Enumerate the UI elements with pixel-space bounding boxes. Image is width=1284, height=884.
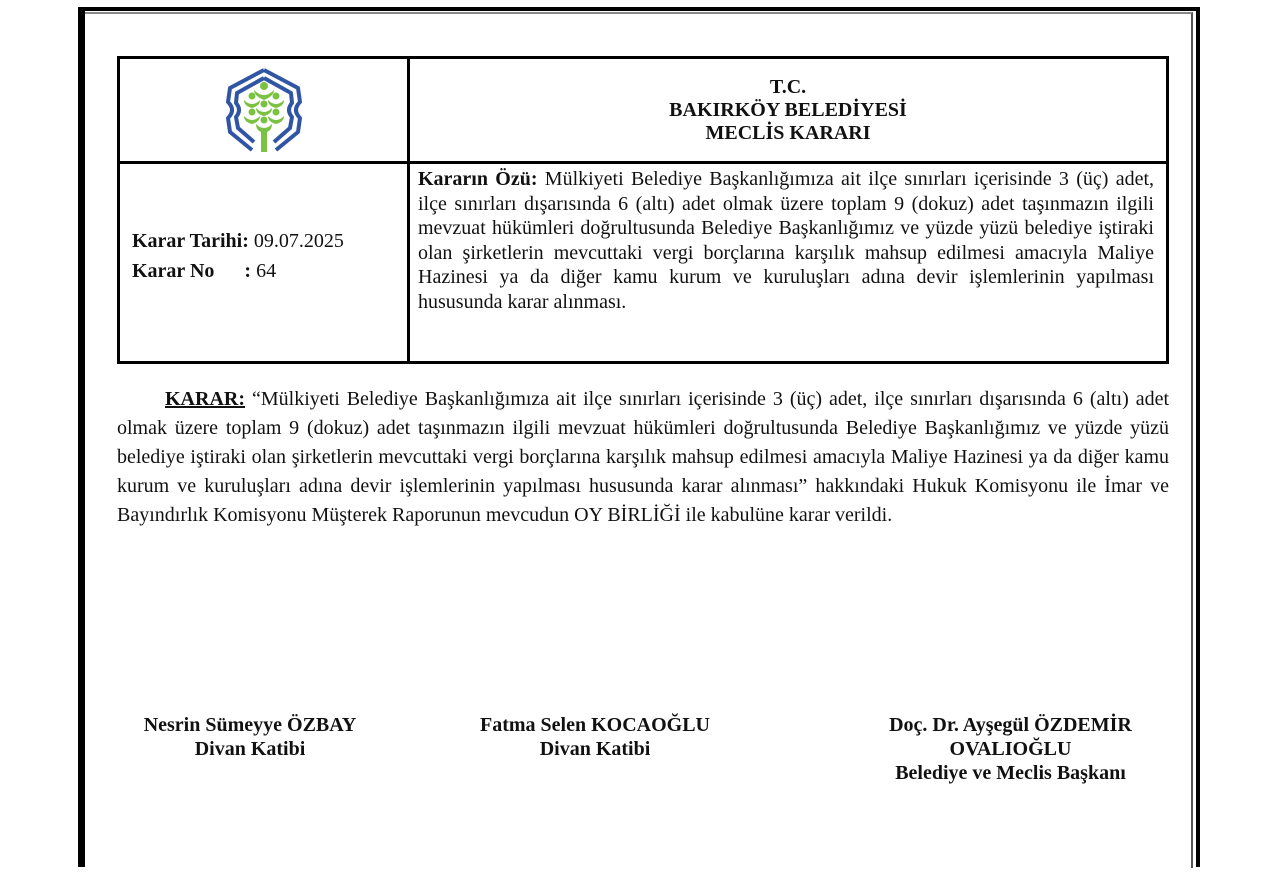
decision-number-sep: : — [244, 259, 252, 282]
signature-name-line2: OVALIOĞLU — [949, 738, 1072, 760]
document-title — [410, 59, 1166, 161]
signature-title: Divan Katibi — [194, 738, 306, 760]
decision-number-label: Karar No — [132, 259, 215, 282]
signature-name: Nesrin Sümeyye ÖZBAY — [143, 714, 357, 736]
logo-cell — [120, 59, 407, 161]
signature-block — [100, 713, 400, 761]
decision-label: KARAR: — [165, 388, 245, 410]
signature-title: Divan Katibi — [539, 738, 651, 760]
title-line-tc: T.C. — [769, 75, 807, 98]
summary-label: Kararın Özü: — [418, 168, 538, 190]
decision-paragraph — [117, 385, 1169, 530]
signature-block — [838, 713, 1183, 785]
title-line-municipality: BAKIRKÖY BELEDİYESİ — [669, 98, 907, 121]
decision-date-label: Karar Tarihi: — [132, 229, 249, 252]
signature-name: Fatma Selen KOCAOĞLU — [480, 714, 710, 736]
signature-title: Belediye ve Meclis Başkanı — [895, 762, 1126, 784]
decision-number-value: 64 — [256, 259, 277, 282]
decision-meta — [120, 150, 407, 361]
decision-summary — [418, 167, 1154, 361]
decision-date-row — [132, 226, 407, 256]
signature-block — [430, 713, 760, 761]
bakirkoy-logo-icon — [220, 66, 308, 154]
decision-number-row — [132, 256, 407, 286]
title-line-council-decision: MECLİS KARARI — [705, 121, 871, 144]
decision-date-value: 09.07.2025 — [253, 229, 344, 252]
summary-text: Mülkiyeti Belediye Başkanlığımıza ait ilçe sınırları içerisinde 3 (üç) adet, ilçe sınırları dışarısında 6 (altı) adet olmak üzere toplam 9 (dokuz) adet taşınmazın ilgili mevzuat hükümleri doğrultusunda Belediye Başkanlığımız ve yüzde yüzü belediye iştiraki olan şirketlerin mevcuttaki vergi borçlarına karşılık mahsup edilmesi amacıyla Maliye Hazinesi ya da diğer kamu kurum ve kuruluşları adına devir işlemlerinin yapılması hususunda karar alınması. — [418, 168, 1155, 313]
header-table — [117, 56, 1169, 364]
decision-text: “Mülkiyeti Belediye Başkanlığımıza ait ilçe sınırları içerisinde 3 (üç) adet, ilçe sınırları dışarısında 6 (altı) adet olmak üzere toplam 9 (dokuz) adet taşınmazın ilgili mevzuat hükümleri doğrultusunda Belediye Başkanlığımız ve yüzde yüzü belediye iştiraki olan şirketlerin mevcuttaki vergi borçlarına karşılık mahsup edilmesi amacıyla Maliye Hazinesi ya da diğer kamu kurum ve kuruluşları adına devir işlemlerinin yapılması hususunda karar alınması” hakkındaki Hukuk Komisyonu ile İmar ve Bayındırlık Komisyonu Müşterek Raporunun mevcudun OY BİRLİĞİ ile kabulüne karar verildi. — [117, 388, 1170, 526]
signature-name: Doç. Dr. Ayşegül ÖZDEMİR — [889, 714, 1132, 736]
